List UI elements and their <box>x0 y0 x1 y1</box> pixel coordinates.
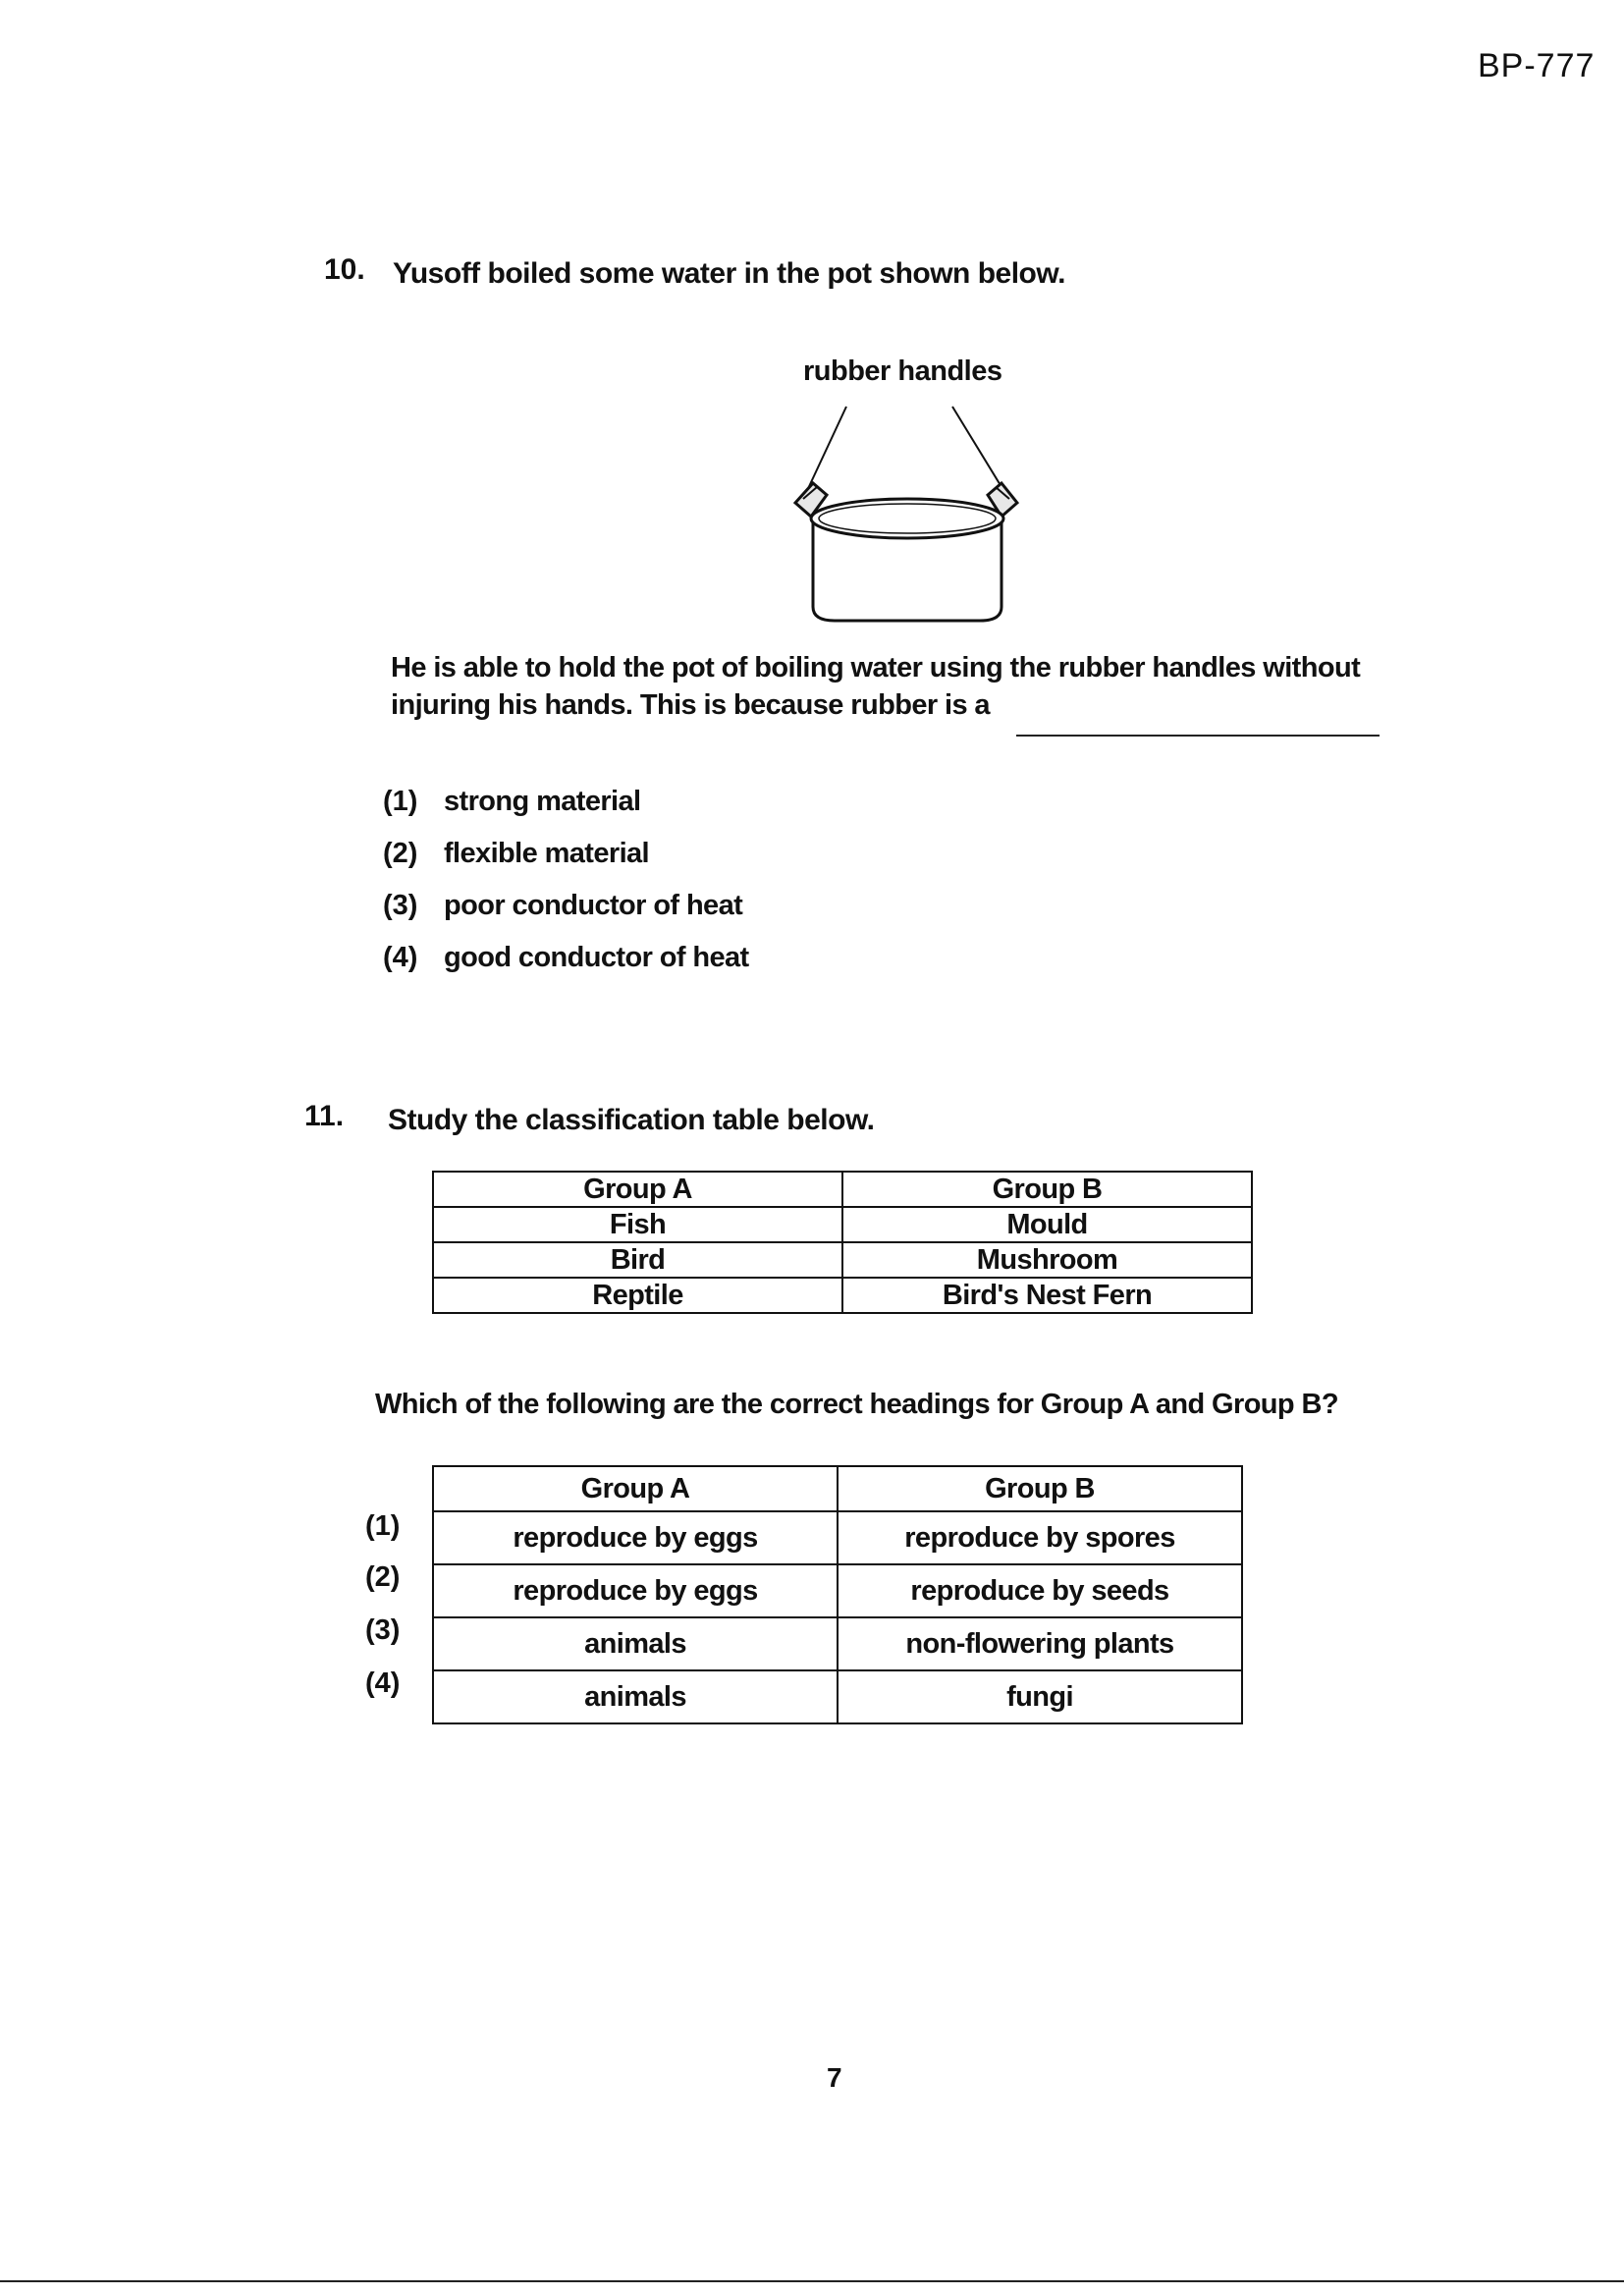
option-cell-group-b: fungi <box>838 1670 1242 1723</box>
option-row-2[interactable] <box>433 1564 1242 1617</box>
question-10-number: 10. <box>324 253 365 286</box>
question-10-body-line-1: He is able to hold the pot of boiling water using the rubber handles without <box>391 652 1361 683</box>
option-cell-group-a: reproduce by eggs <box>433 1511 838 1564</box>
option-label-2: (2) <box>365 1561 401 1593</box>
leader-line-left <box>805 407 846 495</box>
option-2[interactable] <box>383 838 749 890</box>
classification-table <box>432 1171 1253 1314</box>
page-number: 7 <box>827 2062 842 2093</box>
question-11-stem: Study the classification table below. <box>388 1104 875 1136</box>
pot-figure <box>766 393 1051 629</box>
option-text: strong material <box>444 786 641 817</box>
question-11-prompt: Which of the following are the correct headings for Group A and Group B? <box>375 1389 1338 1420</box>
option-4[interactable] <box>383 942 749 994</box>
option-cell-group-b: non-flowering plants <box>838 1617 1242 1670</box>
bottom-rule <box>0 2280 1624 2282</box>
table-header-cell: Group B <box>842 1172 1252 1207</box>
question-11-number: 11. <box>304 1100 345 1132</box>
option-text: flexible material <box>444 838 650 869</box>
option-cell-group-b: reproduce by seeds <box>838 1564 1242 1617</box>
pot-rim <box>811 499 1003 538</box>
answer-blank <box>1016 733 1380 737</box>
table-header-cell: Group A <box>433 1172 842 1207</box>
leader-line-right <box>952 407 1006 495</box>
table-row <box>433 1207 1252 1242</box>
table-row <box>433 1278 1252 1313</box>
figure-label-rubber-handles: rubber handles <box>803 355 1002 387</box>
question-10-options <box>383 786 749 994</box>
option-text: good conductor of heat <box>444 942 749 973</box>
option-number: (2) <box>383 838 418 869</box>
table-cell: Reptile <box>433 1278 842 1313</box>
option-row-4[interactable] <box>433 1670 1242 1723</box>
option-label-4: (4) <box>365 1667 401 1699</box>
option-text: poor conductor of heat <box>444 890 743 921</box>
option-cell-group-a: animals <box>433 1617 838 1670</box>
option-cell-group-a: animals <box>433 1670 838 1723</box>
table-cell: Mould <box>842 1207 1252 1242</box>
table-cell: Mushroom <box>842 1242 1252 1278</box>
question-10-body-line-2: injuring his hands. This is because rubber is a <box>391 689 990 721</box>
option-1[interactable] <box>383 786 749 838</box>
option-number: (1) <box>383 786 418 817</box>
paper-code: BP-777 <box>1478 47 1596 84</box>
option-3[interactable] <box>383 890 749 942</box>
options-header-cell: Group B <box>838 1466 1242 1511</box>
option-row-1[interactable] <box>433 1511 1242 1564</box>
option-label-1: (1) <box>365 1510 401 1542</box>
table-cell: Bird's Nest Fern <box>842 1278 1252 1313</box>
options-header-cell: Group A <box>433 1466 838 1511</box>
table-cell: Fish <box>433 1207 842 1242</box>
option-cell-group-b: reproduce by spores <box>838 1511 1242 1564</box>
option-row-3[interactable] <box>433 1617 1242 1670</box>
answer-options-table <box>432 1465 1243 1724</box>
table-row <box>433 1242 1252 1278</box>
table-header-row <box>433 1172 1252 1207</box>
option-number: (3) <box>383 890 418 921</box>
option-number: (4) <box>383 942 418 973</box>
options-header-row <box>433 1466 1242 1511</box>
option-cell-group-a: reproduce by eggs <box>433 1564 838 1617</box>
question-10-stem: Yusoff boiled some water in the pot shown below. <box>393 257 1065 290</box>
table-cell: Bird <box>433 1242 842 1278</box>
option-label-3: (3) <box>365 1614 401 1646</box>
